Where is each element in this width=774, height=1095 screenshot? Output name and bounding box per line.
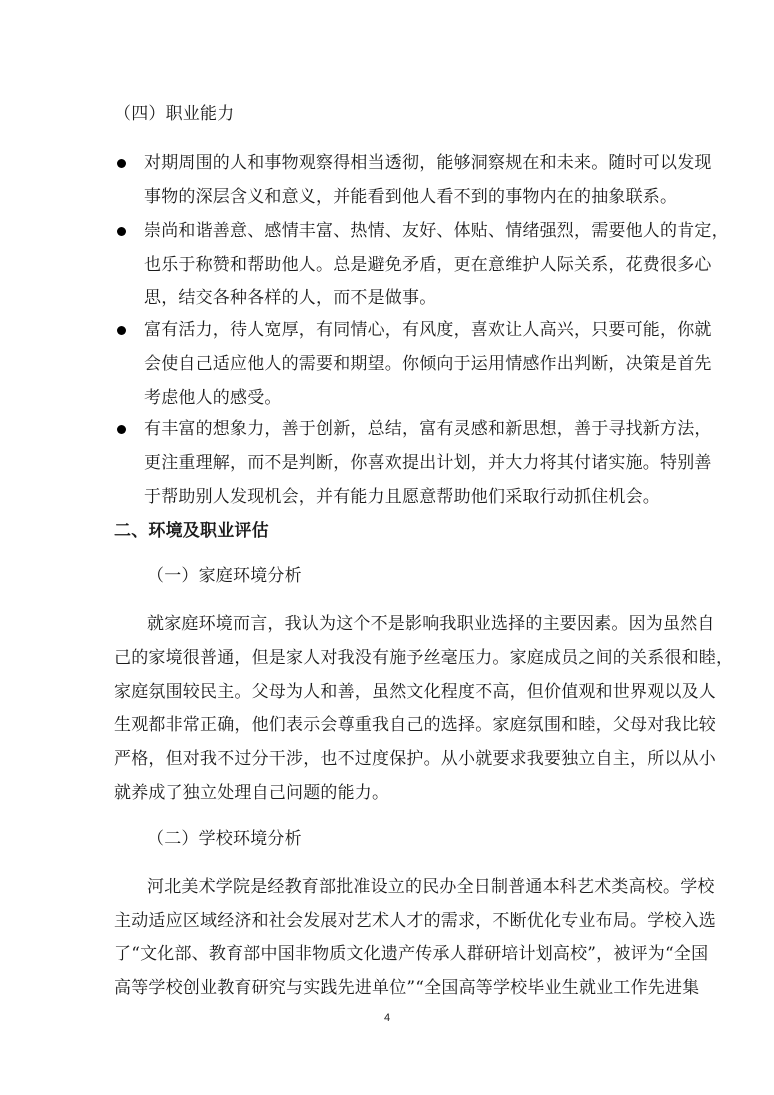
bullet-text-line: 思，结交各种各样的人，而不是做事。: [144, 288, 437, 308]
bullet-text-line: 崇尚和谐善意、感情丰富、热情、友好、体贴、情绪强烈，需要他人的肯定，: [144, 221, 729, 241]
bullet-dot-icon: [117, 159, 126, 168]
section-heading-career-ability: （四）职业能力: [114, 104, 235, 124]
bullet-text-line: 也乐于称赞和帮助他人。总是避免矛盾，更在意维护人际关系，花费很多心: [144, 255, 712, 275]
bullet-dot-icon: [117, 425, 126, 434]
bullet-text-line: 会使自己适应他人的需要和期望。你倾向于运用情感作出判断，决策是首先: [144, 354, 712, 374]
paragraph-line: 高等学校创业教育研究与实践先进单位”“全国高等学校毕业生就业工作先进集: [114, 978, 700, 998]
paragraph-line: 己的家境很普通，但是家人对我没有施予丝毫压力。家庭成员之间的关系很和睦，: [114, 648, 734, 668]
paragraph-line: 河北美术学院是经教育部批准设立的民办全日制普通本科艺术类高校。学校: [147, 877, 715, 897]
bullet-text-line: 更注重理解，而不是判断，你喜欢提出计划，并大力将其付诸实施。特别善: [144, 453, 712, 473]
subsection-heading-school: （二）学校环境分析: [147, 829, 302, 849]
bullet-text-line: 于帮助别人发现机会，并有能力且愿意帮助他们采取行动抓住机会。: [144, 487, 660, 507]
paragraph-line: 严格，但对我不过分干涉，也不过度保护。从小就要求我要独立自主，所以从小: [114, 749, 716, 769]
paragraph-line: 就养成了独立处理自己问题的能力。: [114, 783, 390, 803]
subsection-heading-family: （一）家庭环境分析: [147, 566, 302, 586]
bullet-dot-icon: [117, 326, 126, 335]
paragraph-line: 主动适应区域经济和社会发展对艺术人才的需求，不断优化专业布局。学校入选: [114, 911, 716, 931]
page-number: 4: [383, 1012, 391, 1024]
bullet-text-line: 考虑他人的感受。: [144, 388, 282, 408]
paragraph-line: 了“文化部、教育部中国非物质文化遗产传承人群研培计划高校”，被评为“全国: [114, 944, 709, 964]
bullet-text-line: 有丰富的想象力，善于创新，总结，富有灵感和新思想，善于寻找新方法，: [144, 419, 712, 439]
bullet-text-line: 富有活力，待人宽厚，有同情心，有风度，喜欢让人高兴，只要可能，你就: [144, 320, 712, 340]
bullet-dot-icon: [117, 227, 126, 236]
paragraph-line: 生观都非常正确，他们表示会尊重我自己的选择。家庭氛围和睦，父母对我比较: [114, 715, 716, 735]
bullet-text-line: 事物的深层含义和意义，并能看到他人看不到的事物内在的抽象联系。: [144, 187, 678, 207]
paragraph-line: 就家庭环境而言，我认为这个不是影响我职业选择的主要因素。因为虽然自: [147, 614, 715, 634]
bullet-text-line: 对期周围的人和事物观察得相当透彻，能够洞察规在和未来。随时可以发现: [144, 153, 712, 173]
paragraph-line: 家庭氛围较民主。父母为人和善，虽然文化程度不高，但价值观和世界观以及人: [114, 682, 716, 702]
section-heading-environment-evaluation: 二、环境及职业评估: [114, 521, 269, 541]
